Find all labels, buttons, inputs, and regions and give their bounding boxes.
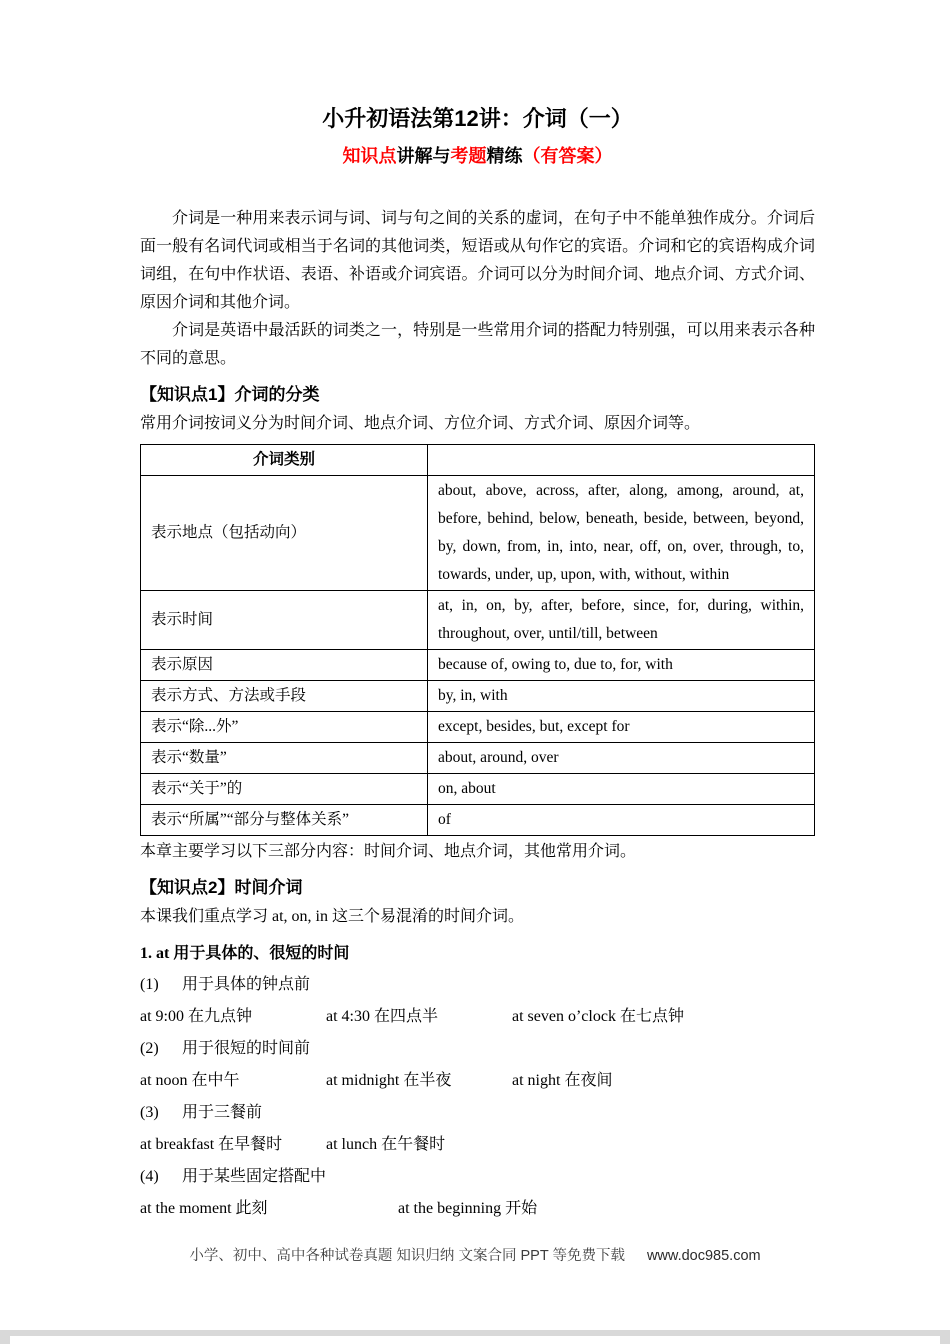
footer-text: 小学、初中、高中各种试卷真题 知识归纳 文案合同 PPT 等免费下载 [189,1248,625,1264]
item-desc: 用于很短的时间前 [182,1040,311,1057]
usage-item-2 [140,1037,815,1061]
example: at midnight 在半夜 [326,1072,452,1089]
item-number: (1) [140,976,159,993]
items-cell: at, in, on, by, after, before, since, for, during, within, throughout, over, until/till, between [428,591,815,650]
point1-heading: 1. at 用于具体的、很短的时间 [140,945,350,962]
table-row [141,476,815,591]
intro-paragraph-1: 介词是一种用来表示词与词、词与句之间的关系的虚词，在句子中不能单独作成分。介词后面一般有名词代词或相当于名词的其他词类，短语或从句作它的宾语。介词和它的宾语构成介词词组，在句中作状语、表语、补语或介词宾语。介词可以分为时间介词、地点介词、方式介词、原因介词和其他介词。 [140,210,815,311]
item-number: (2) [140,1040,159,1057]
intro-section [140,205,815,373]
section1-intro: 常用介词按词义分为时间介词、地点介词、方位介词、方式介词、原因介词等。 [140,415,701,432]
example: at lunch 在午餐时 [326,1136,446,1153]
example: at the beginning 开始 [398,1200,538,1217]
subtitle-part: （有答案） [522,146,613,166]
preposition-table [140,444,815,836]
next-page-edge [10,1336,940,1344]
category-cell: 表示“数量” [141,743,428,774]
example: at the moment 此刻 [140,1200,268,1217]
table-row [141,805,815,836]
table-row [141,743,815,774]
usage-examples-1 [140,1005,815,1029]
usage-examples-2 [140,1069,815,1093]
usage-item-1 [140,973,815,997]
section1-outro: 本章主要学习以下三部分内容：时间介词、地点介词，其他常用介词。 [140,843,637,860]
table-row [141,591,815,650]
at-usage-list [140,973,815,1221]
subtitle-part: 精练 [486,146,523,166]
table-header-category: 介词类别 [141,445,428,476]
usage-examples-4 [140,1197,815,1221]
table-row [141,681,815,712]
table-row [141,774,815,805]
usage-item-3 [140,1101,815,1125]
example: at noon 在中午 [140,1072,240,1089]
subtitle-part: 知识点 [342,146,397,166]
section1-heading: 【知识点1】介词的分类 [140,385,320,404]
category-cell: 表示地点（包括动向） [141,476,428,591]
items-cell: on, about [428,774,815,805]
table-row [141,712,815,743]
category-cell: 表示时间 [141,591,428,650]
section2-intro: 本课我们重点学习 at, on, in 这三个易混淆的时间介词。 [140,908,524,925]
item-number: (3) [140,1104,159,1121]
page-subtitle [140,143,815,169]
usage-item-4 [140,1165,815,1189]
category-cell: 表示“关于”的 [141,774,428,805]
page-footer [0,1244,950,1265]
subtitle-part: 考题 [450,146,487,166]
example: at night 在夜间 [512,1072,613,1089]
items-cell: about, above, across, after, along, among, around, at, before, behind, below, beneath, beside, between, beyond, by, down, from, in, into, near, off, on, over, through, to, towards, under, up, upon, with, without, within [428,476,815,591]
items-cell: except, besides, but, except for [428,712,815,743]
items-cell: by, in, with [428,681,815,712]
example: at seven o’clock 在七点钟 [512,1008,684,1025]
item-number: (4) [140,1168,159,1185]
table-header-row [141,445,815,476]
table-row [141,650,815,681]
table-header-empty [428,445,815,476]
category-cell: 表示“所属”“部分与整体关系” [141,805,428,836]
category-cell: 表示“除...外” [141,712,428,743]
page-break-strip [0,1330,950,1344]
footer-url-link[interactable]: www.doc985.com [646,1248,761,1264]
items-cell: about, around, over [428,743,815,774]
category-cell: 表示原因 [141,650,428,681]
category-cell: 表示方式、方法或手段 [141,681,428,712]
usage-examples-3 [140,1133,815,1157]
item-desc: 用于具体的钟点前 [182,976,311,993]
example: at breakfast 在早餐时 [140,1136,283,1153]
item-desc: 用于三餐前 [182,1104,263,1121]
subtitle-part: 讲解与 [396,146,451,166]
item-desc: 用于某些固定搭配中 [182,1168,327,1185]
items-cell: of [428,805,815,836]
page-title: 小升初语法第12讲：介词（一） [322,106,633,131]
example: at 9:00 在九点钟 [140,1008,252,1025]
items-cell: because of, owing to, due to, for, with [428,650,815,681]
section2-heading: 【知识点2】时间介词 [140,878,303,897]
example: at 4:30 在四点半 [326,1008,438,1025]
intro-paragraph-2: 介词是英语中最活跃的词类之一，特别是一些常用介词的搭配力特别强，可以用来表示各种不同的意思。 [140,322,815,367]
